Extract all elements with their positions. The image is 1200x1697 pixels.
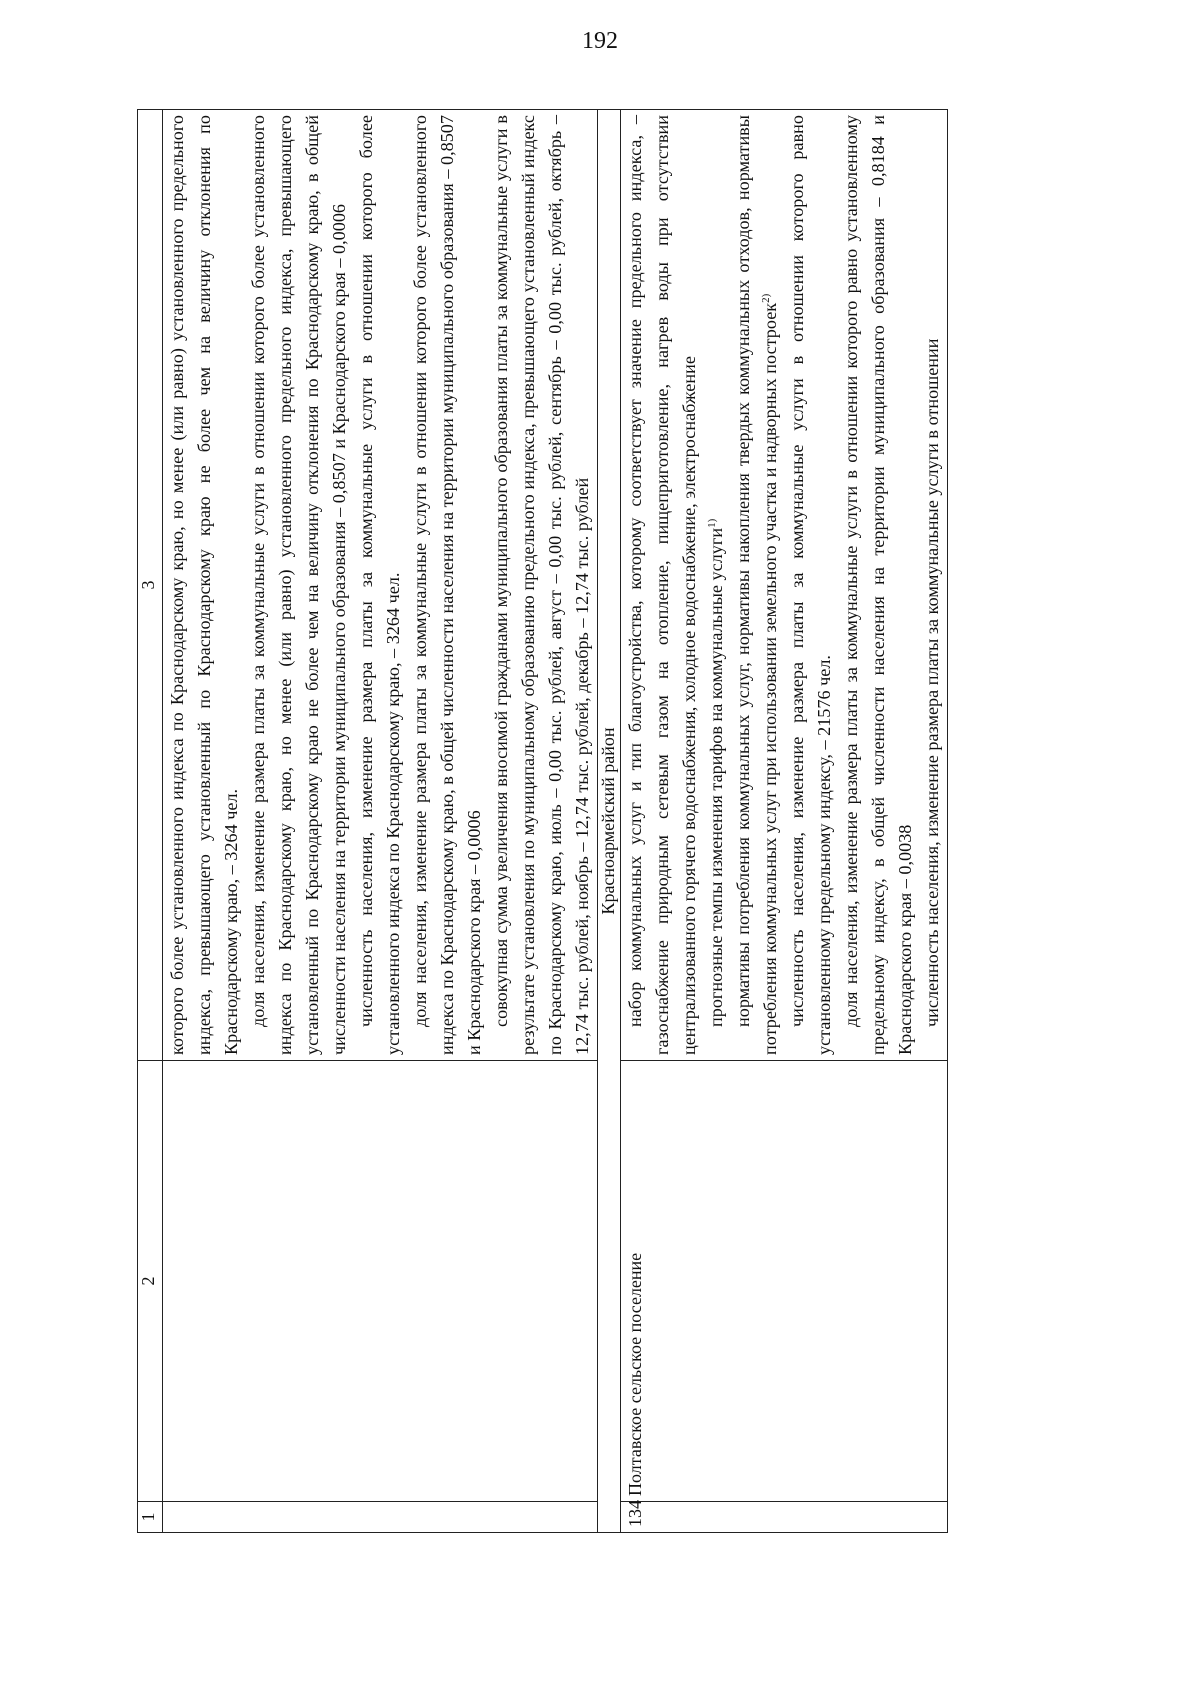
column-header-row — [138, 110, 163, 1533]
column-header-1: 1 — [138, 1502, 163, 1533]
paragraph: численность населения, изменение размера платы за коммунальные услуги в отношении которого равно установленному предельному индексу, – 21576 чел. — [787, 115, 834, 1055]
data-table — [137, 109, 948, 1533]
district-name: Красноармейский район — [598, 110, 621, 1533]
paragraph-text: прогнозные темпы изменения тарифов на коммунальные услуги — [706, 527, 726, 1027]
paragraph: совокупная сумма увеличения вносимой гражданами муниципального образования платы за коммунальные услуги в результате установления по муниципальному образованию предельного индекса, превышающего установленный индекс по Краснодарскому краю, июль – 0,00 тыс. рублей, август – 0,00 тыс. рублей, сентябрь – 0,00 тыс. рублей, октябрь – 12,74 тыс. рублей, ноябрь – 12,74 тыс. рублей, декабрь – 12,74 тыс. рублей — [491, 115, 592, 1055]
paragraph: численность населения, изменение размера платы за коммунальные услуги в отношении — [922, 338, 942, 1027]
paragraph: доля населения, изменение размера платы за коммунальные услуги в отношении которого более установленного индекса по Краснодарскому краю, в общей численности населения на территории муниципального образования – 0,8507 и Краснодарского края – 0,0006 — [410, 115, 484, 1055]
column-header-2: 2 — [138, 1061, 163, 1502]
table-row-continued — [163, 110, 598, 1533]
cell-number-empty — [163, 1502, 598, 1533]
paragraph: численность населения, изменение размера платы за коммунальные услуги в отношении которого более установленного индекса по Краснодарскому краю, – 3264 чел. — [356, 115, 403, 1055]
paragraph — [730, 115, 784, 1055]
paragraph: которого более установленного индекса по Краснодарскому краю, но менее (или равно) установленного предельного индекса, превышающего установленный по Краснодарскому краю не более чем на величину отклонения по Краснодарскому краю, – 3264 чел. — [167, 115, 241, 1055]
cell-settlement-empty — [163, 1061, 598, 1502]
entry-number: 134 — [621, 1502, 948, 1533]
paragraph: набор коммунальных услуг и тип благоустройства, которому соответствует значение предельного индекса, – газоснабжение природным сетевым газом на отопление, пищеприготовление, нагрев воды при отсутствии централизованного горячего водоснабжения, холодное водоснабжение, электроснабжение — [625, 115, 699, 1055]
cell-description — [621, 110, 948, 1061]
district-row — [598, 110, 621, 1533]
footnote-marker: 2) — [759, 293, 772, 303]
column-header-3: 3 — [138, 110, 163, 1061]
paragraph: доля населения, изменение размера платы за коммунальные услуги в отношении которого более установленного индекса по Краснодарскому краю, но менее (или равно) установленного предельного индекса, превышающего установленный по Краснодарскому краю не более чем на величину отклонения по Краснодарскому краю, в общей численности населения на территории муниципального образования – 0,8507 и Краснодарского края – 0,0006 — [248, 115, 349, 1055]
paragraph: доля населения, изменение размера платы за коммунальные услуги в отношении которого равно установленному предельному индексу, в общей численности населения на территории муниципального образования – 0,8184 и Краснодарского края – 0,0038 — [841, 115, 915, 1055]
footnote-marker: 1) — [705, 518, 718, 528]
paragraph — [703, 115, 730, 1055]
rotated-table-container — [137, 113, 1057, 1533]
settlement-name: Полтавское сельское поселение — [621, 1061, 948, 1502]
table-row-134 — [621, 110, 948, 1533]
cell-description — [163, 110, 598, 1061]
paragraph-text: нормативы потребления коммунальных услуг, нормативы накопления твердых коммунальных отходов, нормативы потребления коммунальных услуг при использовании земельного участка и надворных построек — [733, 115, 780, 1055]
page-number: 192 — [582, 28, 618, 54]
